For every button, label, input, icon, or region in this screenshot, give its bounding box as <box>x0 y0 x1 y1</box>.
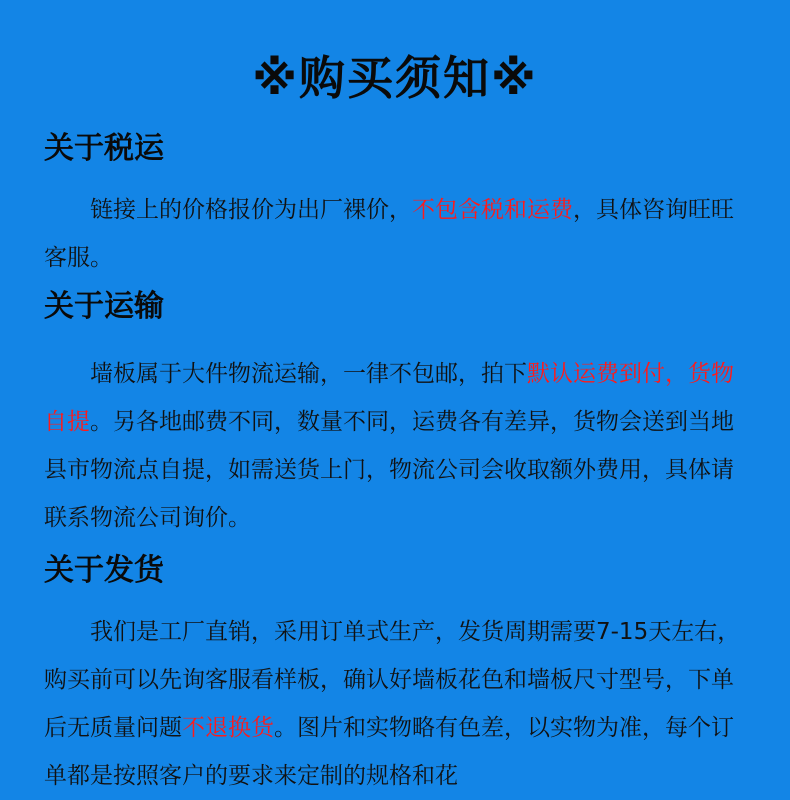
section-heading-tax-shipping: 关于税运 <box>44 131 164 166</box>
highlight-text: 不包含税和运费 <box>412 197 573 223</box>
paragraph-text: 我们是工厂直销，采用订单式生产，发货周期需要7-15天左右，购买前可以先询客服看样板，确认好墙板花色和墙板尺寸型号，下单后无质量问题 <box>44 619 741 741</box>
paragraph-text: 链接上的价格报价为出厂裸价， <box>90 197 412 223</box>
section-heading-delivery: 关于发货 <box>44 553 164 588</box>
highlight-text: 默认运费到付，货物自提 <box>44 361 734 435</box>
paragraph-text: ，具体咨询旺旺客服。 <box>44 197 734 271</box>
section-paragraph-tax-shipping <box>44 186 746 282</box>
section-paragraph-delivery <box>44 608 746 800</box>
section-heading-transport: 关于运输 <box>44 289 164 324</box>
paragraph-text: 。另各地邮费不同，数量不同，运费各有差异，货物会送到当地县市物流点自提，如需送货上门，物流公司会收取额外费用，具体请联系物流公司询价。 <box>44 409 734 531</box>
highlight-text: 不退换货 <box>182 715 274 741</box>
paragraph-text: 。图片和实物略有色差，以实物为准，每个订单都是按照客户的要求来定制的规格和花 <box>44 715 734 789</box>
section-paragraph-transport <box>44 350 746 542</box>
paragraph-text: 墙板属于大件物流运输，一律不包邮，拍下 <box>90 361 527 387</box>
page-title: ※购买须知※ <box>252 51 538 105</box>
